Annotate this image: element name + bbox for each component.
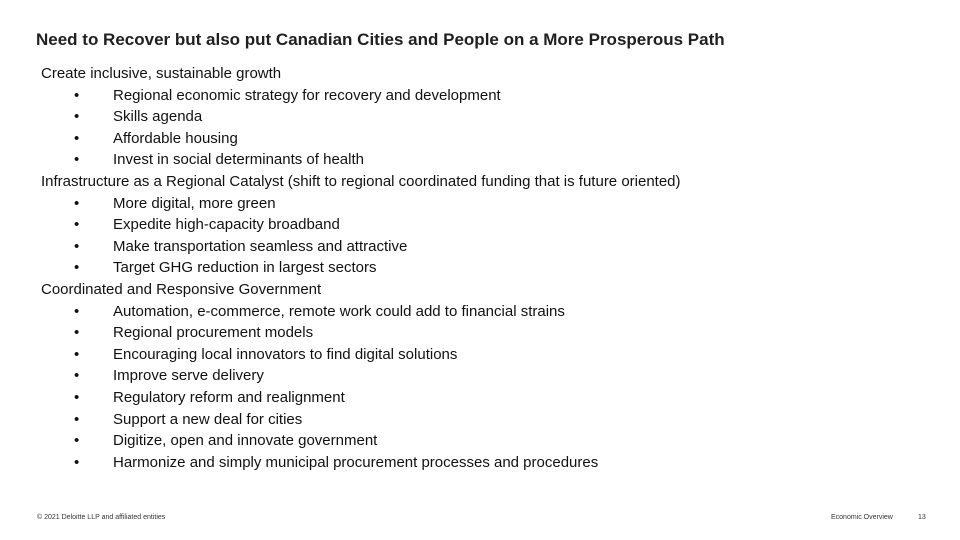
list-item xyxy=(41,430,901,452)
list-item xyxy=(41,128,901,150)
list-item-text: Expedite high-capacity broadband xyxy=(113,216,340,234)
list-item xyxy=(41,193,901,215)
list-item xyxy=(41,85,901,107)
bullet-icon: • xyxy=(74,388,80,406)
slide-content xyxy=(41,63,901,473)
bullet-icon: • xyxy=(74,216,80,234)
section-heading: Infrastructure as a Regional Catalyst (shift to regional coordinated funding that is future oriented) xyxy=(41,172,681,190)
list-item xyxy=(41,409,901,431)
list-item-text: Invest in social determinants of health xyxy=(113,151,364,169)
list-item-text: Regulatory reform and realignment xyxy=(113,388,345,406)
footer-copyright: © 2021 Deloitte LLP and affiliated entities xyxy=(37,514,166,521)
bullet-icon: • xyxy=(74,129,80,147)
list-item xyxy=(41,106,901,128)
list-item-text: Target GHG reduction in largest sectors xyxy=(113,259,377,277)
list-item-text: More digital, more green xyxy=(113,194,276,212)
section-heading: Create inclusive, sustainable growth xyxy=(41,65,282,82)
list-item-text: Regional procurement models xyxy=(113,324,314,342)
bullet-icon: • xyxy=(74,345,80,363)
list-item-text: Regional economic strategy for recovery and development xyxy=(113,86,501,104)
list-item xyxy=(41,452,901,474)
list-item xyxy=(41,387,901,409)
list-item xyxy=(41,236,901,258)
bullet-icon: • xyxy=(74,86,80,104)
bullet-icon: • xyxy=(74,367,80,385)
footer-section-name: Economic Overview xyxy=(831,514,893,521)
list-item-text: Digitize, open and innovate government xyxy=(113,432,378,450)
bullet-icon: • xyxy=(74,259,80,277)
page-number: 13 xyxy=(918,514,926,521)
bullet-icon: • xyxy=(74,324,80,342)
bullet-icon: • xyxy=(74,194,80,212)
list-item xyxy=(41,365,901,387)
list-item xyxy=(41,344,901,366)
list-item-text: Skills agenda xyxy=(113,108,203,126)
list-item-text: Improve serve delivery xyxy=(113,367,264,385)
list-item xyxy=(41,214,901,236)
bullet-icon: • xyxy=(74,302,80,320)
list-item xyxy=(41,257,901,279)
bullet-icon: • xyxy=(74,432,80,450)
bullet-icon: • xyxy=(74,151,80,169)
list-item-text: Make transportation seamless and attractive xyxy=(113,237,408,255)
bullet-icon: • xyxy=(74,237,80,255)
section-heading: Coordinated and Responsive Government xyxy=(41,280,322,298)
bullet-icon: • xyxy=(74,410,80,428)
list-item-text: Support a new deal for cities xyxy=(113,410,303,428)
bullet-icon: • xyxy=(74,453,80,471)
list-item-text: Harmonize and simply municipal procurement processes and procedures xyxy=(113,453,599,471)
slide-title: Need to Recover but also put Canadian Cities and People on a More Prosperous Path xyxy=(36,30,725,49)
list-item-text: Affordable housing xyxy=(113,129,238,147)
list-item-text: Encouraging local innovators to find digital solutions xyxy=(113,345,458,363)
list-item xyxy=(41,322,901,344)
list-item xyxy=(41,301,901,323)
list-item-text: Automation, e-commerce, remote work could add to financial strains xyxy=(113,302,565,320)
list-item xyxy=(41,149,901,171)
bullet-icon: • xyxy=(74,108,80,126)
